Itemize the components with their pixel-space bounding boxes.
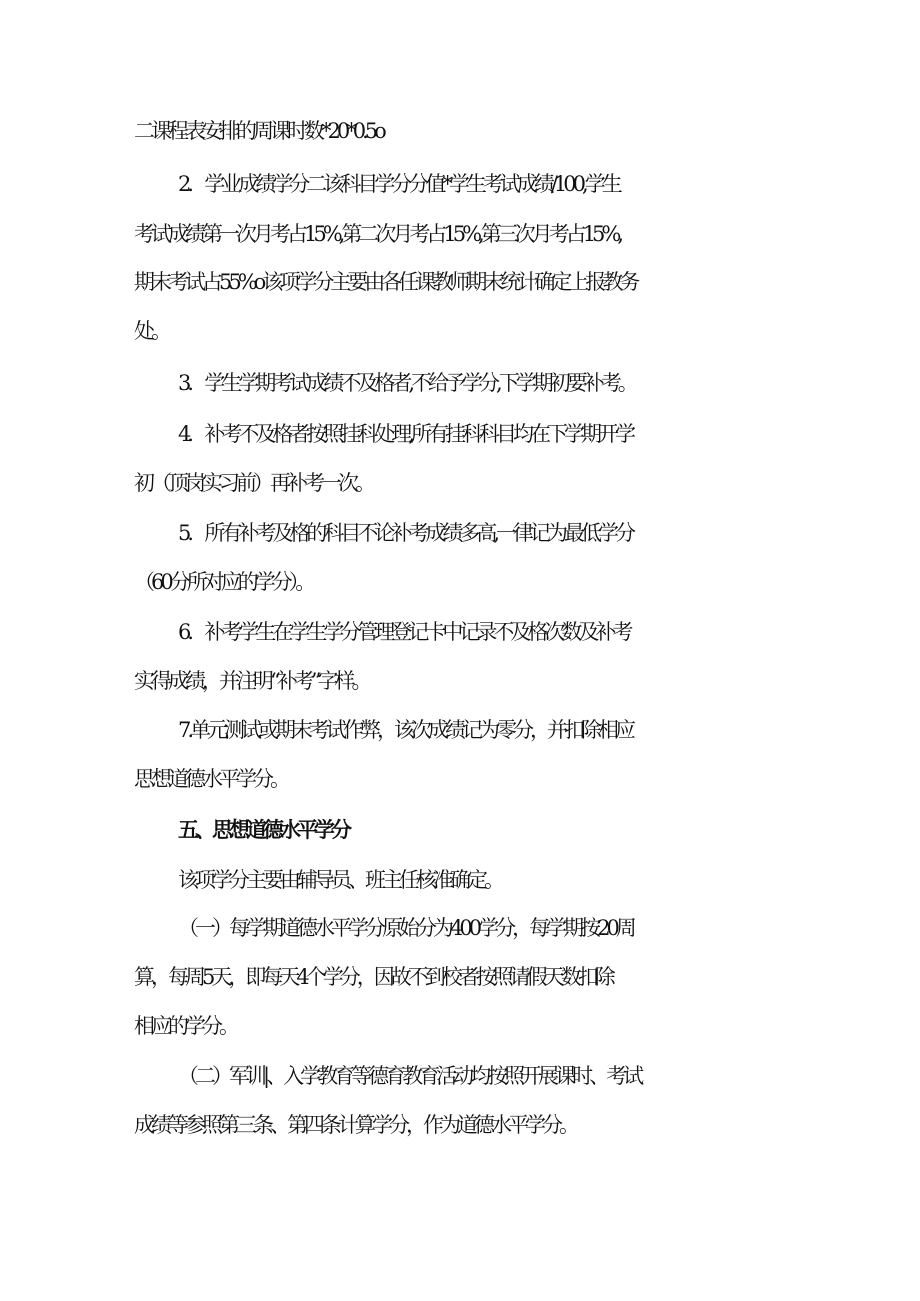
text-line: 初（顶岗实习前）再补考一次。 xyxy=(134,471,372,495)
text-line: 2．学业成绩学分二该科目学分分值*学生考试成绩/100,学生 xyxy=(178,172,619,196)
text-line: 成绩等参照第三条、第四条计算学分，作为道德水平学分。 xyxy=(134,1113,576,1137)
text-line: 该项学分主要由辅导员、班主任核准确定。 xyxy=(178,868,501,892)
text-line: （60分所对应的学分）。 xyxy=(134,570,313,594)
text-line: 相应的学分。 xyxy=(134,1014,236,1038)
text-line: 实得成绩，并注明“补考”字样。 xyxy=(134,669,369,693)
text-line: 7.单元测试或期末考试作弊，该次成绩记为零分，并扣除相应 xyxy=(178,718,633,742)
text-line: （二）军训|、入学教育等德育教育活动均按照开展课时、考试 xyxy=(178,1064,641,1088)
text-line: 3．学生学期考试成绩不及格者,不给予学分,下学期初要补考。 xyxy=(178,371,635,395)
text-line: （一）每学期道德水平学分原始分为400学分，每学期按20周 xyxy=(178,916,633,940)
text-line: 5．所有补考及格的科目不论补考成绩多高,一律记为最低学分 xyxy=(178,521,633,545)
text-line: 思想道德水平学分。 xyxy=(134,767,287,791)
text-line: 6．补考学生在学生学分管理登记卡中记录不及格次数及补考 xyxy=(178,620,630,644)
text-line: 期末考试占55%o该项学分主要由各任课教师期末统计确定上报教务 xyxy=(134,270,637,294)
text-line: 考试成绩第一次月考占15%,第二次月考占15%,第三次月考占15%, xyxy=(134,222,621,246)
text-line: 算，每周5天，即每天4个学分，因故不到校者按照请假天数扣除 xyxy=(134,965,612,989)
text-line: 二课程表安排的周课时数*20*0.5o xyxy=(134,119,383,143)
text-line: 4．补考不及格者按照挂科处理,所有挂科科目均在下学期开学 xyxy=(178,422,633,446)
section-heading: 五、思想道德水平学分 xyxy=(178,818,348,842)
text-line: 处。 xyxy=(134,319,168,343)
